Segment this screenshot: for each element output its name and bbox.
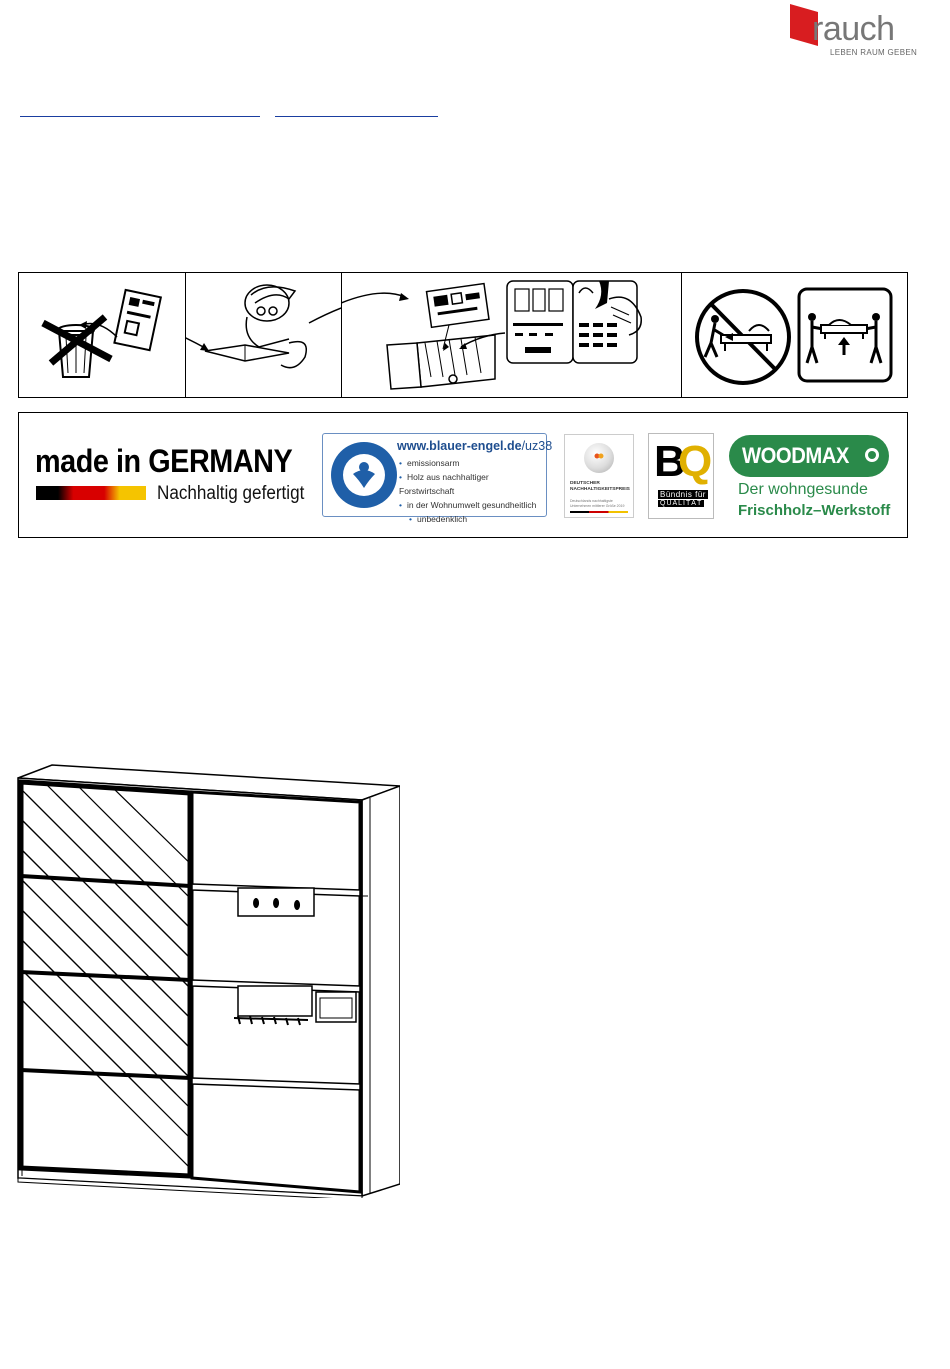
file-manual-in-folder-icon: [341, 273, 681, 397]
award-flag-bar: [570, 511, 628, 513]
person-reading-manual-icon: [185, 273, 341, 397]
woodmax-line2: Frischholz–Werkstoff: [738, 502, 891, 519]
bq-line2: QUALITÄT: [660, 500, 703, 507]
nachhaltigkeitspreis-badge: [564, 434, 634, 518]
instruction-panel-lift: [681, 273, 907, 397]
instruction-panel-read: [185, 273, 342, 397]
brand-name: rauch: [812, 10, 895, 48]
bq-line1: Bündnis für: [660, 490, 706, 499]
blauer-engel-url: www.blauer-engel.de/uz38: [397, 439, 553, 453]
woodmax-line1: Der wohngesunde: [738, 481, 868, 498]
two-person-lift-icon: [681, 273, 907, 397]
document-link-1[interactable]: [20, 102, 260, 117]
instruction-strip: [18, 272, 908, 398]
no-trash-manual-icon: [19, 273, 185, 397]
award-dots-icon: [594, 453, 604, 459]
criteria-item: • unbedenklich: [399, 512, 546, 526]
award-title: DEUTSCHER NACHHALTIGKEITSPREIS: [570, 481, 630, 492]
certification-strip: [18, 412, 908, 538]
sliding-door-wardrobe-illustration: [16, 764, 400, 1198]
blauer-engel-criteria: [399, 456, 546, 526]
criteria-item: • emissionsarm: [399, 456, 546, 470]
instruction-panel-file: [341, 273, 682, 397]
document-link-2[interactable]: [275, 102, 438, 117]
woodmax-name: WOODMAX: [742, 443, 849, 468]
german-flag-gradient-icon: [36, 486, 146, 500]
bq-letter-b: B: [654, 437, 686, 486]
bq-badge: [648, 433, 714, 519]
award-subtitle: Deutschlands nachhaltigste Unternehmen mittlerer Größe 2019: [570, 499, 625, 508]
instruction-panel-no-trash: [19, 273, 186, 397]
blauer-engel-seal-icon: [331, 442, 397, 508]
woodmax-logo: [729, 435, 889, 477]
brand-tagline: LEBEN RAUM GEBEN: [830, 48, 918, 57]
made-in-title: made in GERMANY: [35, 443, 293, 479]
woodmax-dot-icon: [865, 448, 879, 462]
bq-letter-q: Q: [678, 437, 713, 486]
blauer-engel-badge: [322, 433, 553, 524]
criteria-item: • in der Wohnumwelt gesundheitlich: [399, 498, 546, 512]
made-in-subtitle: Nachhaltig gefertigt: [157, 483, 305, 504]
brand-logo: [786, 2, 918, 60]
criteria-item: • Holz aus nachhaltiger Forstwirtschaft: [399, 470, 546, 498]
